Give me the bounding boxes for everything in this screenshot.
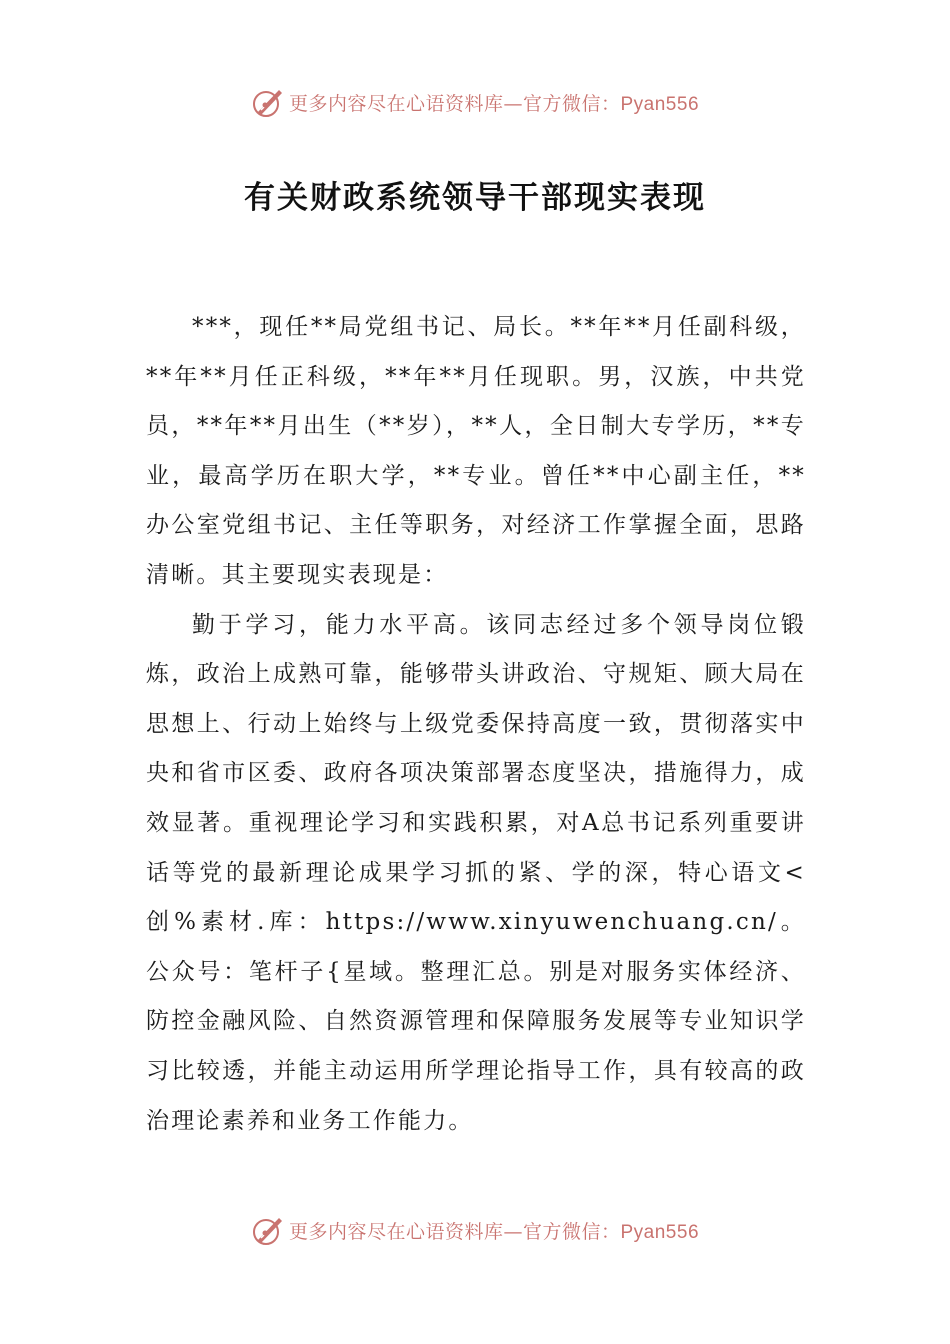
header-banner-text [289,89,699,116]
header-wechat-id: Pyan556 [620,93,700,115]
document-title: 有关财政系统领导干部现实表现 [244,180,706,216]
document-body [146,303,806,1146]
footer-wechat-id: Pyan556 [620,1221,700,1243]
footer-banner-text [289,1217,699,1244]
quill-logo-icon [251,85,285,119]
footer-banner-label: 更多内容尽在心语资料库—官方微信： [288,1220,621,1243]
header-banner-label: 更多内容尽在心语资料库—官方微信： [288,92,621,115]
footer-banner [0,1210,950,1250]
quill-logo-icon [251,1213,285,1247]
header-banner [0,82,950,122]
paragraph: 勤于学习，能力水平高。该同志经过多个领导岗位锻炼，政治上成熟可靠，能够带头讲政治、守规矩、顾大局在思想上、行动上始终与上级党委保持高度一致，贯彻落实中央和省市区委、政府各项决策部署态度坚决，措施得力，成效显著。重视理论学习和实践积累，对A总书记系列重要讲话等党的最新理论成果学习抓的紧、学的深，特心语文<创%素材.库：https://www.xinyuwenchuang.cn/。公众号：笔杆子{星域。整理汇总。别是对服务实体经济、防控金融风险、自然资源管理和保障服务发展等专业知识学习比较透，并能主动运用所学理论指导工作，具有较高的政治理论素养和业务工作能力。 [146,611,806,1134]
paragraph: ***，现任**局党组书记、局长。**年**月任副科级，**年**月任正科级，**年**月任现职。男，汉族，中共党员，**年**月出生（**岁），**人，全日制大专学历，**专业，最高学历在职大学，**专业。曾任**中心副主任，**办公室党组书记、主任等职务，对经济工作掌握全面，思路清晰。其主要现实表现是： [146,314,806,588]
